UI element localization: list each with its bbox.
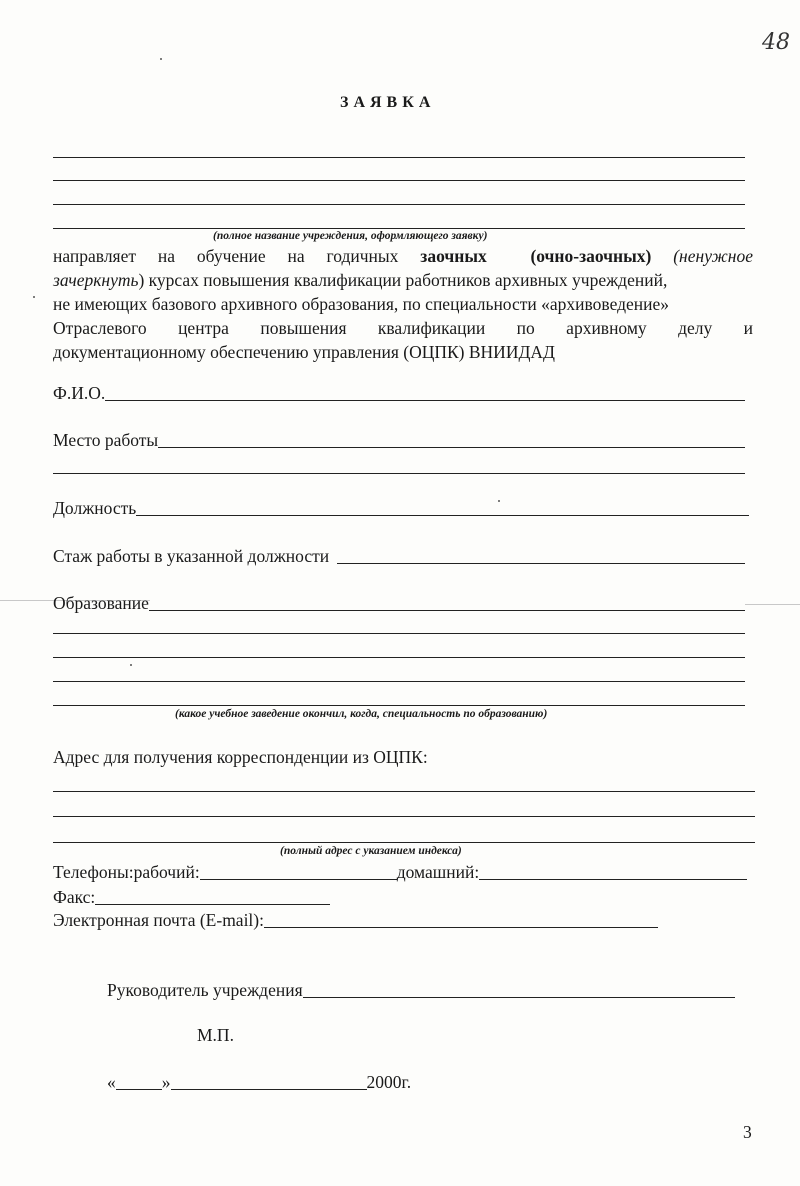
address-heading: Адрес для получения корреспонденции из ОЦПК: (53, 747, 428, 767)
fax-row (53, 887, 330, 908)
head-label: Руководитель учреждения (107, 980, 303, 1000)
education-line-5[interactable] (53, 705, 745, 706)
fax-label: Факс: (53, 887, 96, 907)
intro-line-3: не имеющих базового архивного образования, по специальности «архивоведение» (53, 294, 670, 314)
education-line-2[interactable] (53, 633, 745, 634)
education-row (53, 593, 745, 614)
handwritten-number: 48 (762, 30, 790, 55)
intro-line-2: зачеркнуть) курсах повышения квалификации работников архивных учреждений, (53, 270, 668, 290)
workplace-label: Место работы (53, 430, 159, 450)
page-number: 3 (743, 1122, 752, 1142)
institution-line-3[interactable] (53, 204, 745, 205)
date-row (107, 1072, 427, 1093)
date-year: 2000г. (366, 1072, 412, 1092)
fio-label: Ф.И.О. (53, 383, 106, 403)
email-row (53, 910, 658, 931)
intro-line-1: направляет на обучение на годичных заочных (очно-заочных) (ненужное (53, 246, 754, 266)
institution-line-4[interactable] (53, 228, 745, 229)
date-close-quote: » (161, 1072, 171, 1092)
intro-line-4: Отраслевого центра повышения квалификации по архивному делу и (53, 318, 753, 338)
scan-speck (130, 664, 132, 666)
head-row (107, 980, 735, 1001)
workplace-field[interactable] (158, 431, 745, 448)
institution-caption: (полное название учреждения, оформляющего заявку) (213, 230, 488, 242)
address-line-1[interactable] (53, 791, 755, 792)
fio-row (53, 383, 745, 404)
intro-paragraph (53, 244, 753, 364)
date-month-field[interactable] (171, 1073, 367, 1090)
position-row (53, 498, 749, 519)
institution-line-2[interactable] (53, 180, 745, 181)
education-label: Образование (53, 593, 149, 613)
experience-row (53, 546, 745, 567)
address-caption: (полный адрес с указанием индекса) (280, 845, 462, 857)
fax-field[interactable] (95, 888, 330, 905)
stamp-label: М.П. (197, 1025, 234, 1045)
institution-line-1[interactable] (53, 157, 745, 158)
phones-home-label: домашний: (396, 862, 480, 882)
scan-artifact-line-right (745, 604, 800, 605)
phones-work-label: Телефоны:рабочий: (53, 862, 200, 882)
education-line-3[interactable] (53, 657, 745, 658)
scan-speck (33, 296, 35, 298)
phones-row (53, 862, 747, 883)
document-title: ЗАЯВКА (340, 94, 436, 111)
education-caption: (какое учебное заведение окончил, когда, специальность по образованию) (175, 708, 548, 720)
education-line-4[interactable] (53, 681, 745, 682)
position-label: Должность (53, 498, 137, 518)
email-field[interactable] (264, 911, 658, 928)
workplace-row (53, 430, 745, 451)
phone-work-field[interactable] (200, 863, 397, 880)
head-signature-field[interactable] (303, 981, 735, 998)
scan-speck (160, 58, 162, 60)
experience-field[interactable] (337, 547, 745, 564)
address-line-3[interactable] (53, 842, 755, 843)
position-field[interactable] (136, 499, 749, 516)
fio-field[interactable] (105, 384, 745, 401)
date-open-quote: « (107, 1072, 116, 1092)
intro-line-5: документационному обеспечению управления (ОЦПК) ВНИИДАД (53, 342, 555, 362)
education-field[interactable] (149, 594, 745, 611)
phone-home-field[interactable] (479, 863, 747, 880)
experience-label: Стаж работы в указанной должности (53, 546, 330, 566)
address-line-2[interactable] (53, 816, 755, 817)
workplace-line-2[interactable] (53, 473, 745, 474)
date-day-field[interactable] (116, 1073, 162, 1090)
email-label: Электронная почта (E-mail): (53, 910, 264, 930)
